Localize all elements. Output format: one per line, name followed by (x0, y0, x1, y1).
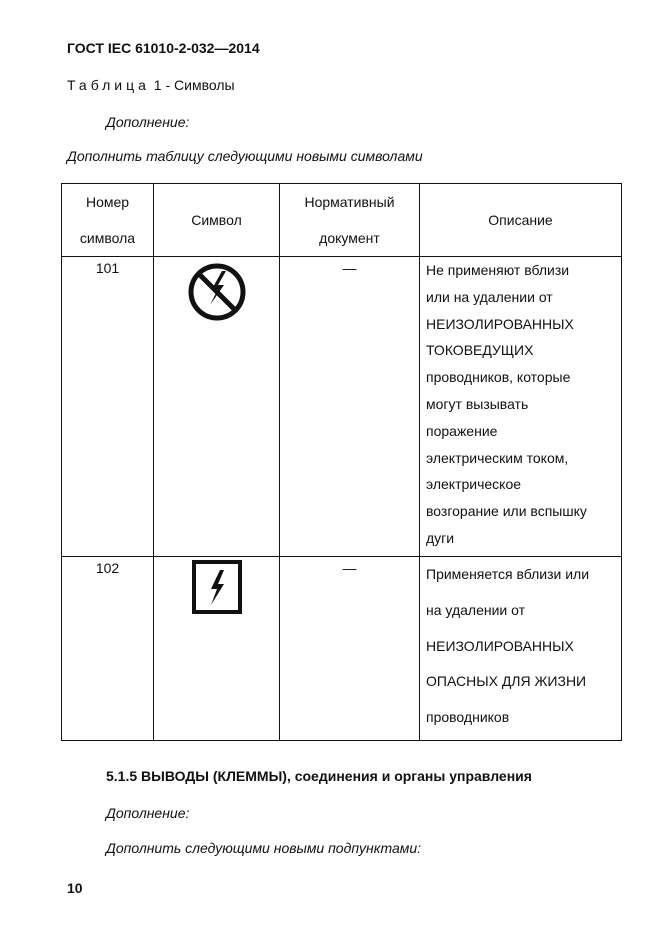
description-line: поражение (426, 422, 498, 439)
symbol-cell (154, 257, 280, 557)
normative-document: — (280, 557, 420, 741)
header-document-line2: документ (319, 230, 380, 246)
description-line: дуги (426, 529, 455, 546)
description-line: возгорание или вспышку (426, 503, 587, 520)
section-amendment-label: Дополнение: (106, 805, 190, 821)
description-line: НЕИЗОЛИРОВАННЫХ (426, 315, 574, 332)
no-live-conductor-prohibition-icon (186, 261, 248, 323)
section-heading: 5.1.5 ВЫВОДЫ (КЛЕММЫ), соединения и органы управления (106, 768, 532, 784)
table-row (62, 257, 622, 557)
description-line: НЕИЗОЛИРОВАННЫХ (426, 637, 574, 654)
table-caption-rest: 1 - Символы (153, 77, 235, 93)
header-number-line2: символа (79, 230, 136, 246)
header-number (62, 184, 154, 257)
header-symbol-label: Символ (191, 212, 242, 228)
header-description (420, 184, 622, 257)
description-line: проводников, которые (426, 369, 571, 386)
description-line: ОПАСНЫХ ДЛЯ ЖИЗНИ (426, 673, 587, 690)
description-line: электрическое (426, 476, 522, 493)
amendment-text: Дополнить таблицу следующими новыми символами (67, 148, 423, 164)
description-line: могут вызывать (426, 395, 529, 412)
symbol-number: 102 (62, 557, 154, 741)
table-caption (67, 77, 235, 93)
description-line: на удалении от (426, 601, 526, 618)
document-header: ГОСТ IEC 61010-2-032—2014 (67, 40, 260, 56)
description-line: Применяется вблизи или (426, 566, 590, 582)
symbol-number: 101 (62, 257, 154, 557)
table-caption-word: Таблица (67, 77, 150, 93)
header-document (280, 184, 420, 257)
description-line: проводников (426, 709, 510, 726)
description-line: ТОКОВЕДУЩИХ (426, 342, 534, 359)
table-header-row (62, 184, 622, 257)
description-line: Не применяют вблизи (426, 262, 570, 278)
description-line: электрическим током, (426, 449, 569, 466)
page-number: 10 (67, 880, 83, 896)
header-number-line1: Номер (85, 194, 130, 210)
description-line: или на удалении от (426, 288, 553, 305)
table-row (62, 557, 622, 741)
normative-document: — (280, 257, 420, 557)
section-amendment-text: Дополнить следующими новыми подпунктами: (106, 840, 422, 856)
amendment-label: Дополнение: (106, 114, 190, 130)
symbol-cell (154, 557, 280, 741)
symbol-description (420, 557, 622, 741)
header-document-line1: Нормативный (304, 194, 395, 210)
symbol-description (420, 257, 622, 557)
symbols-table (61, 183, 622, 741)
lightning-square-icon (191, 559, 243, 615)
header-symbol (154, 184, 280, 257)
header-description-label: Описание (488, 212, 553, 228)
